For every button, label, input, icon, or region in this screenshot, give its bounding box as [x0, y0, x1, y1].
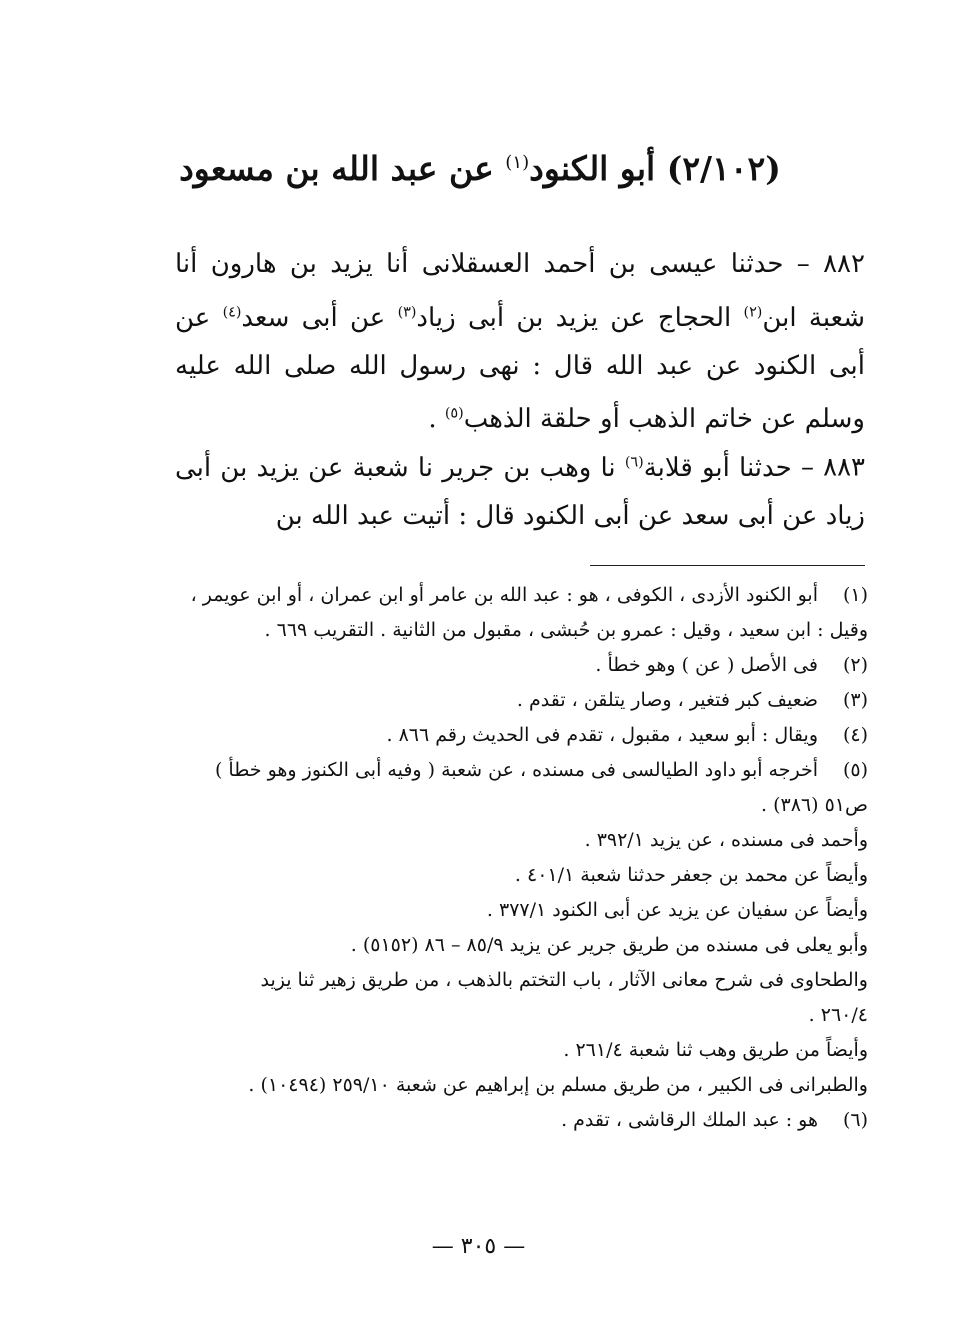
footnote-ref: (٣) [397, 304, 417, 320]
footnote-text: ويقال : أبو سعيد ، مقبول ، تقدم فى الحديث رقم ٨٦٦ . [386, 724, 818, 746]
footnote-number: (١) [842, 584, 868, 606]
hadith-text-part: عن أبى الكنود عن عبد الله قال : نهى رسول الله صلى الله عليه وسلم عن خاتم الذهب أو حلقة الذهب [175, 302, 865, 435]
hadith-text-part: عن أبى سعد [241, 302, 398, 333]
footnote-text: وأيضاً عن سفيان عن يزيد عن أبى الكنود ٣٧٧/١ . [486, 899, 868, 921]
footnote-5 [170, 753, 868, 788]
footnote-text: ضعيف كبر فتغير ، وصار يتلقن ، تقدم . [516, 689, 818, 711]
footnote-3 [170, 683, 868, 718]
footnote-text: أخرجه أبو داود الطيالسى فى مسنده ، عن شعبة ( وفيه أبى الكنوز وهو خطأ ) [214, 759, 818, 781]
hadith-text-part: . [428, 404, 445, 435]
hadith-text-part: نا وهب بن جرير نا شعبة عن يزيد بن أبى زياد عن أبى سعد عن أبى الكنود قال : أتيت عبد الله بن [175, 452, 865, 531]
footnote-5-cont [170, 1033, 868, 1068]
chapter-title [150, 138, 810, 194]
hadith-text-part: الحجاج عن يزيد بن أبى زياد [416, 302, 744, 333]
footnotes [170, 578, 868, 1138]
footnote-1 [170, 578, 868, 613]
footnote-5-cont [170, 858, 868, 893]
footnote-6 [170, 1103, 868, 1138]
footnote-number: (٢) [842, 654, 868, 676]
footnote-5-cont [170, 998, 868, 1033]
footnote-5-cont [170, 788, 868, 823]
footnote-text: والطبرانى فى الكبير ، من طريق مسلم بن إبراهيم عن شعبة ٢٥٩/١٠ (١٠٤٩٤) . [248, 1074, 868, 1096]
footnote-text: وأيضاً عن محمد بن جعفر حدثنا شعبة ٤٠١/١ . [514, 864, 868, 886]
hadith-number: ٨٨٢ – [796, 249, 865, 279]
footnote-1-cont [170, 613, 868, 648]
hadith-text [175, 249, 865, 434]
footnote-ref: (٢) [743, 304, 763, 320]
hadith-882 [175, 240, 865, 443]
footnote-5-cont [170, 928, 868, 963]
footnote-text: فى الأصل ( عن ) وهو خطأ . [595, 654, 818, 676]
footnote-text: وقيل : ابن سعيد ، وقيل : عمرو بن حُبشى ، مقبول من الثانية . التقريب ٦٦٩ . [264, 619, 868, 641]
footnote-5-cont [170, 893, 868, 928]
hadith-text [175, 453, 865, 531]
hadith-number: ٨٨٣ – [800, 452, 866, 483]
hadith-text-part: حدثنا عيسى بن أحمد العسقلانى أنا يزيد بن هارون أنا شعبة ابن [175, 249, 865, 333]
title-footnote-ref: (١) [505, 152, 530, 173]
footnote-5-cont [170, 963, 868, 998]
footnote-text: ص٥١ (٣٨٦) . [761, 794, 868, 816]
footnote-number: (٤) [842, 724, 868, 746]
footnote-number: (٥) [842, 759, 868, 781]
footnote-text: والطحاوى فى شرح معانى الآثار ، باب التختم بالذهب ، من طريق زهير ثنا يزيد [260, 969, 868, 991]
title-text: (٢/١٠٢) أبو الكنود [529, 149, 781, 188]
hadith-883 [175, 438, 865, 540]
footnote-divider [590, 565, 865, 566]
footnote-text: هو : عبد الملك الرقاشى ، تقدم . [561, 1109, 818, 1131]
footnote-number: (٣) [842, 689, 868, 711]
hadith-text-part: حدثنا أبو قلابة [643, 452, 792, 483]
title-text-rest: عن عبد الله بن مسعود [179, 149, 506, 188]
footnote-4 [170, 718, 868, 753]
footnote-text: وأيضاً من طريق وهب ثنا شعبة ٢٦١/٤ . [563, 1039, 868, 1061]
footnote-text: وأحمد فى مسنده ، عن يزيد ٣٩٢/١ . [584, 829, 868, 851]
footnote-text: أبو الكنود الأزدى ، الكوفى ، هو : عبد الله بن عامر أو ابن عمران ، أو ابن عويمر ، [190, 584, 818, 606]
page-number: — ٣٠٥ — [431, 1234, 526, 1259]
footnote-5-cont [170, 1068, 868, 1103]
footnote-ref: (٤) [222, 304, 242, 320]
footnote-text: وأبو يعلى فى مسنده من طريق جرير عن يزيد ٨٥/٩ – ٨٦ (٥١٥٢) . [350, 934, 868, 956]
footnote-ref: (٥) [444, 405, 464, 422]
footnote-number: (٦) [842, 1109, 868, 1131]
footnote-5-cont [170, 823, 868, 858]
footnote-2 [170, 648, 868, 683]
footnote-text: ٢٦٠/٤ . [808, 1004, 868, 1026]
footnote-ref: (٦) [624, 454, 644, 470]
